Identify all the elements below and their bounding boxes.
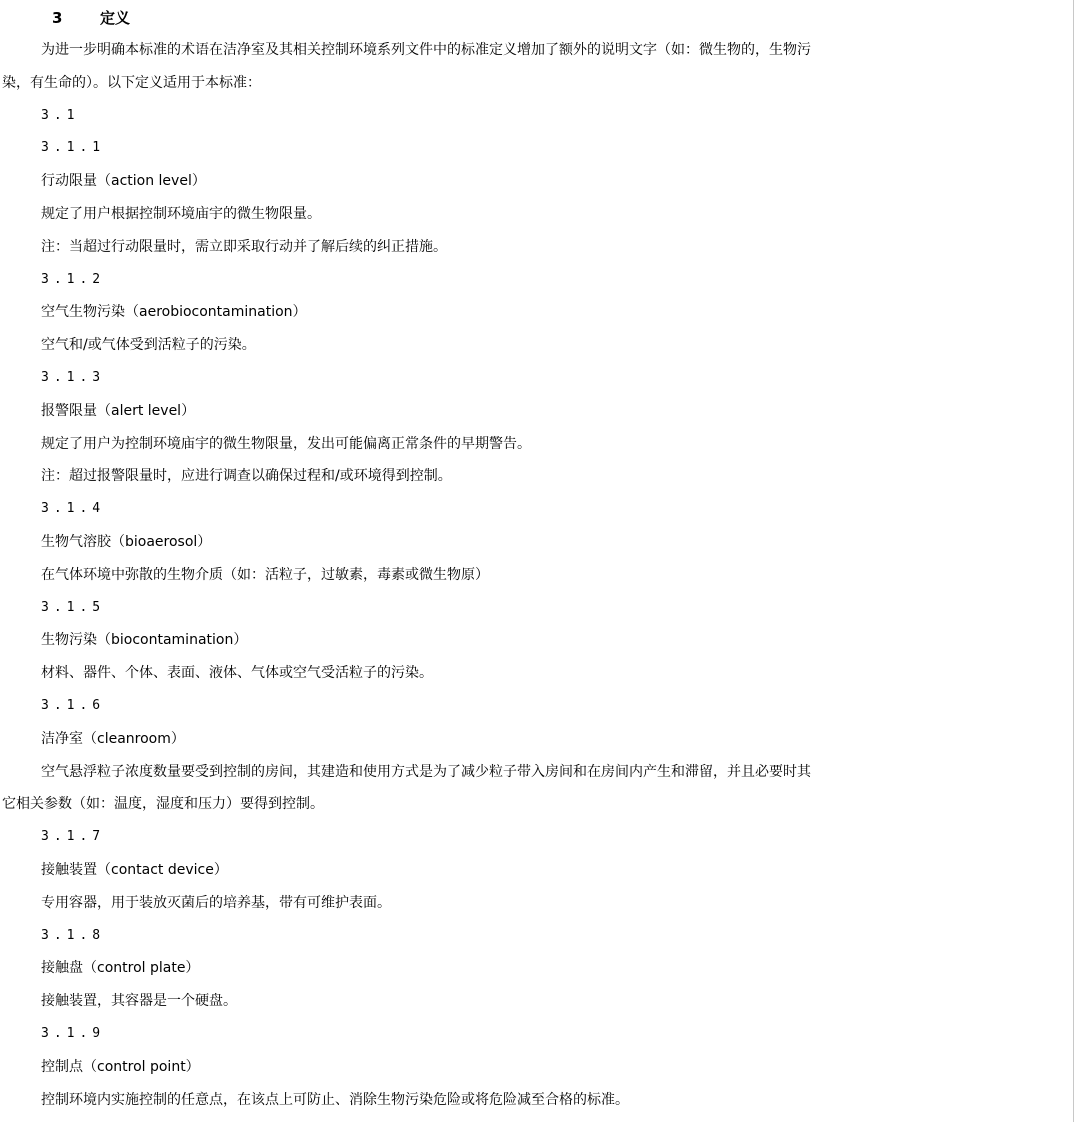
text-line: 染，有生命的）。以下定义适用于本标准： (2, 74, 261, 91)
text-line: 3.1.7 (41, 829, 106, 845)
text-line: 3.1.9 (41, 1025, 106, 1041)
text-line: 规定了用户根据控制环境庙宇的微生物限量。 (41, 205, 321, 222)
text-line: 3.1.1 (41, 140, 106, 156)
text-line: 3.1 (41, 107, 80, 123)
text-line: 空气和/或气体受到活粒子的污染。 (41, 337, 256, 354)
section-number: 3 (52, 9, 63, 27)
text-line: 3.1.8 (41, 927, 106, 943)
text-line: 它相关参数（如：温度，湿度和压力）要得到控制。 (2, 796, 324, 813)
text-line: 专用容器，用于装放灭菌后的培养基，带有可维护表面。 (41, 894, 391, 911)
text-line: 生物气溶胶（bioaerosol） (41, 533, 212, 550)
text-line: 3.1.2 (41, 271, 106, 287)
definitions-body (0, 34, 1067, 1116)
section-title: 定义 (100, 9, 131, 27)
text-line: 接触装置，其容器是一个硬盘。 (41, 993, 237, 1010)
text-line: 注：超过报警限量时，应进行调查以确保过程和/或环境得到控制。 (41, 468, 452, 485)
text-line: 在气体环境中弥散的生物介质（如：活粒子，过敏素，毒素或微生物原） (41, 566, 489, 583)
text-line: 接触盘（control plate） (41, 960, 200, 977)
text-line: 材料、器件、个体、表面、液体、气体或空气受活粒子的污染。 (41, 665, 433, 682)
text-line: 3.1.6 (41, 697, 106, 713)
text-line: 行动限量（action level） (41, 173, 206, 190)
text-line: 生物污染（biocontamination） (41, 632, 248, 649)
text-line: 3.1.3 (41, 369, 106, 385)
text-line: 注：当超过行动限量时，需立即采取行动并了解后续的纠正措施。 (41, 238, 447, 255)
text-line: 洁净室（cleanroom） (41, 730, 185, 747)
text-line: 空气生物污染（aerobiocontamination） (41, 304, 307, 321)
text-line: 控制点（control point） (41, 1058, 200, 1075)
text-line: 3.1.5 (41, 599, 106, 615)
text-line: 控制环境内实施控制的任意点，在该点上可防止、消除生物污染危险或将危险减至合格的标准。 (41, 1091, 629, 1108)
text-line: 报警限量（alert level） (41, 402, 196, 419)
text-line: 3.1.4 (41, 501, 106, 517)
text-line: 规定了用户为控制环境庙宇的微生物限量，发出可能偏离正常条件的早期警告。 (41, 435, 531, 452)
text-line: 空气悬浮粒子浓度数量要受到控制的房间，其建造和使用方式是为了减少粒子带入房间和在房间内产生和滞留，并且必要时其 (41, 763, 811, 780)
section-heading (52, 6, 130, 30)
text-line: 接触装置（contact device） (41, 861, 228, 878)
text-line: 为进一步明确本标准的术语在洁净室及其相关控制环境系列文件中的标准定义增加了额外的说明文字（如：微生物的，生物污 (41, 42, 811, 58)
